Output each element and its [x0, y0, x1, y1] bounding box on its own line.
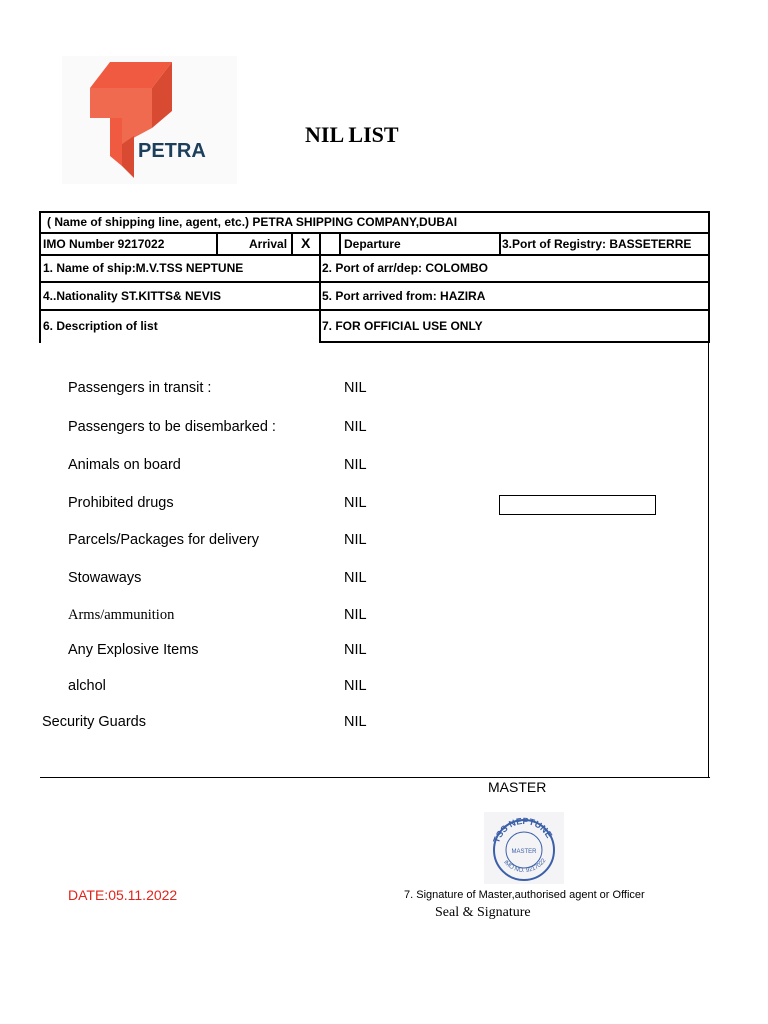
- header-form: [39, 211, 710, 343]
- seal-ring-text: TSS NEPTUNE: [491, 815, 555, 845]
- list-item-value: NIL: [344, 532, 367, 548]
- list-item-value: NIL: [344, 457, 367, 473]
- divider: [40, 777, 710, 778]
- ship-name-field: 1. Name of ship:M.V.TSS NEPTUNE: [43, 261, 244, 275]
- blank-box: [499, 495, 656, 515]
- list-item-value: NIL: [344, 570, 367, 586]
- list-item-label: Animals on board: [68, 457, 181, 473]
- list-item-value: NIL: [344, 678, 367, 694]
- seal-signature-label: Seal & Signature: [435, 905, 531, 920]
- imo-number-field: IMO Number 9217022: [43, 237, 165, 251]
- list-item-label: Security Guards: [42, 714, 146, 730]
- list-item-value: NIL: [344, 607, 367, 623]
- port-of-registry-field: 3.Port of Registry: BASSETERRE: [502, 237, 692, 251]
- port-arrived-from-field: 5. Port arrived from: HAZIRA: [322, 289, 486, 303]
- page-title: NIL LIST: [305, 122, 399, 147]
- signature-caption: 7. Signature of Master,authorised agent or Officer: [404, 889, 645, 901]
- seal-center-text: MASTER: [511, 849, 537, 855]
- border-line: [708, 343, 709, 778]
- port-arr-dep-field: 2. Port of arr/dep: COLOMBO: [322, 261, 489, 275]
- arrival-mark: X: [301, 235, 311, 251]
- arrival-label: Arrival: [249, 237, 288, 251]
- list-item-value: NIL: [344, 380, 367, 396]
- nationality-field: 4..Nationality ST.KITTS& NEVIS: [43, 289, 222, 303]
- official-use-field: 7. FOR OFFICIAL USE ONLY: [322, 319, 483, 333]
- list-item-label: Any Explosive Items: [68, 642, 199, 658]
- list-item-label: alchol: [68, 678, 106, 694]
- date-field: DATE:05.11.2022: [68, 887, 178, 903]
- master-label: MASTER: [488, 779, 547, 795]
- list-item-value: NIL: [344, 642, 367, 658]
- ship-seal-stamp: [484, 812, 564, 884]
- company-logo: [62, 56, 237, 184]
- list-item-label: Arms/ammunition: [68, 607, 175, 623]
- list-item-label: Passengers to be disembarked :: [68, 419, 276, 435]
- seal-lower-text: IMO NO. 9217022: [502, 857, 548, 875]
- list-item-label: Parcels/Packages for delivery: [68, 532, 259, 548]
- list-item-label: Prohibited drugs: [68, 495, 174, 511]
- departure-label: Departure: [344, 237, 401, 251]
- shipping-line-field: ( Name of shipping line, agent, etc.) PETRA SHIPPING COMPANY,DUBAI: [47, 215, 458, 229]
- logo-text: PETRA: [138, 140, 206, 162]
- list-item-label: Passengers in transit :: [68, 380, 212, 396]
- list-item-value: NIL: [344, 714, 367, 730]
- list-item-value: NIL: [344, 419, 367, 435]
- list-item-value: NIL: [344, 495, 367, 511]
- list-item-label: Stowaways: [68, 570, 142, 586]
- description-field: 6. Description of list: [43, 319, 158, 333]
